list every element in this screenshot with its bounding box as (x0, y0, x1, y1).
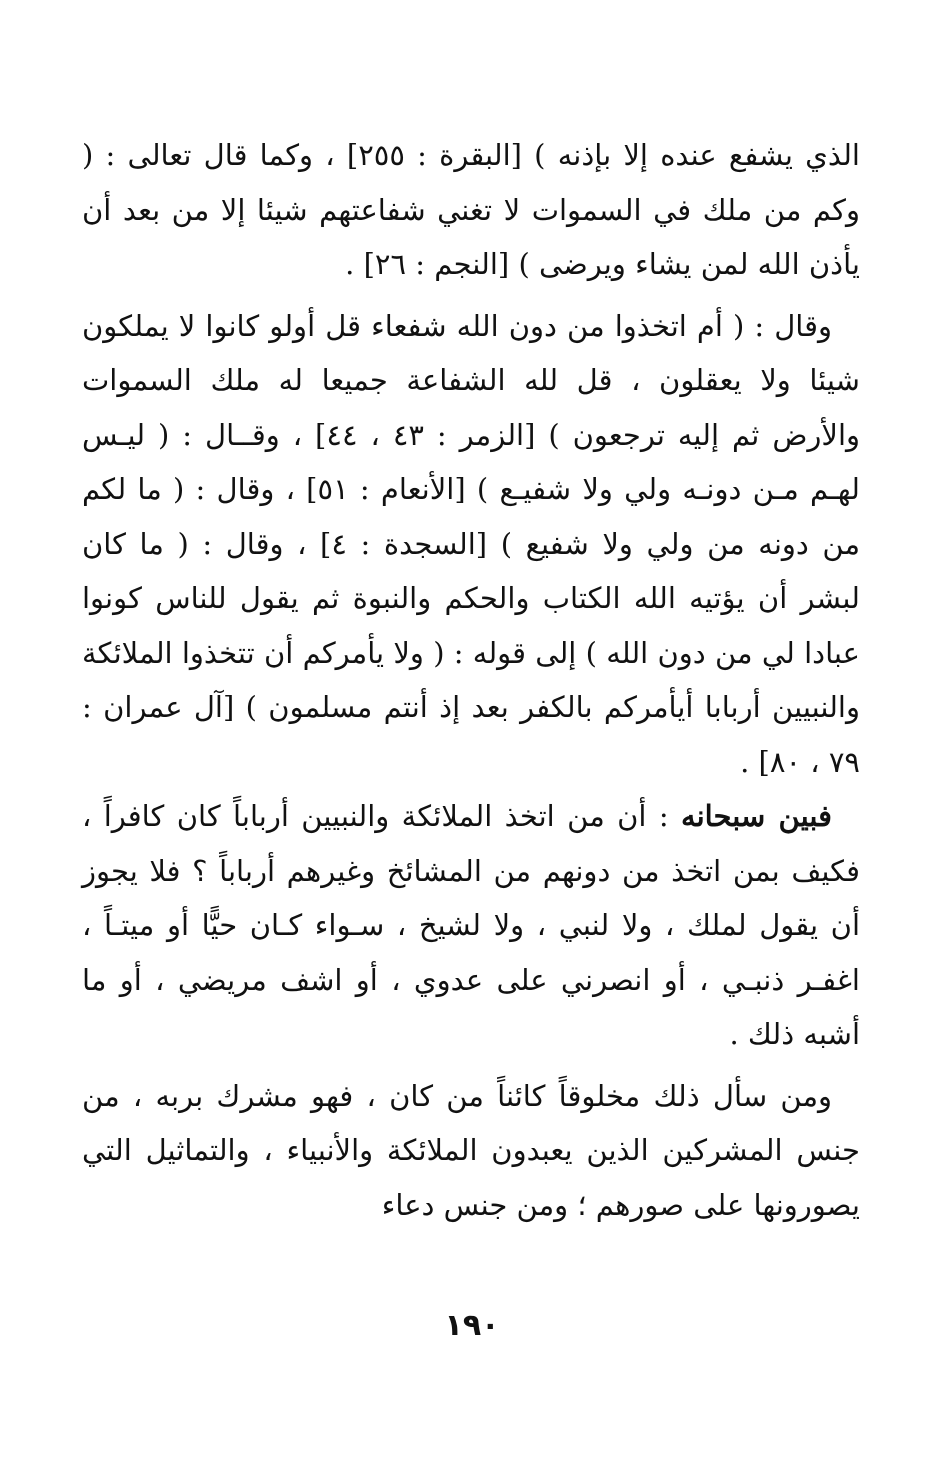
paragraph-4 (82, 1069, 860, 1233)
paragraph-2 (82, 299, 860, 790)
paragraph-2-text: وقال : ( أم اتخذوا من دون الله شفعاء قل أولو كانوا لا يملكون شيئا ولا يعقلون ، قل لله الشفاعة جميعا له ملك السموات والأرض ثم إليه ترجعون ) [الزمر : ٤٣ ، ٤٤] ، وقــال : ( ليـس لهـم مـن دونـه ولي ولا شفيـع ) [الأنعام : ٥١] ، وقال : ( ما لكم من دونه من ولي ولا شفيع ) [السجدة : ٤] ، وقال : ( ما كان لبشر أن يؤتيه الله الكتاب والحكم والنبوة ثم يقول للناس كونوا عبادا لي من دون الله ) إلى قوله : ( ولا يأمركم أن تتخذوا الملائكة والنبيين أربابا أيأمركم بالكفر بعد إذ أنتم مسلمون ) [آل عمران : ٧٩ ، ٨٠] . (82, 308, 860, 779)
paragraph-3-text: : أن من اتخذ الملائكة والنبيين أرباباً كان كافراً ، فكيف بمن اتخذ من دونهم من المشائخ وغيرهم أرباباً ؟ فلا يجوز أن يقول لملك ، ولا لنبي ، ولا لشيخ ، سـواء كـان حيًّا أو ميتـاً ، اغفـر ذنبـي ، أو انصرني على عدوي ، أو اشف مريضي ، أو ما أشبه ذلك . (82, 799, 860, 1051)
paragraph-3 (82, 789, 860, 1062)
paragraph-1-text: الذي يشفع عنده إلا بإذنه ) [البقرة : ٢٥٥] ، وكما قال تعالى : ( وكم من ملك في السموات لا تغني شفاعتهم شيئا إلا من بعد أن يأذن الله لمن يشاء ويرضى ) [النجم : ٢٦] . (82, 138, 860, 281)
page-number: ١٩٠ (444, 1308, 500, 1343)
paragraph-3-bold-lead: فبين سبحانه (681, 799, 832, 833)
paragraph-4-text: ومن سأل ذلك مخلوقاً كائناً من كان ، فهو مشرك بربه ، من جنس المشركين الذين يعبدون الملائكة والأنبياء ، والتماثيل التي يصورونها على صورهم ؛ ومن جنس دعاء (82, 1078, 860, 1222)
paragraph-1 (82, 128, 860, 292)
body-text (82, 128, 860, 1232)
